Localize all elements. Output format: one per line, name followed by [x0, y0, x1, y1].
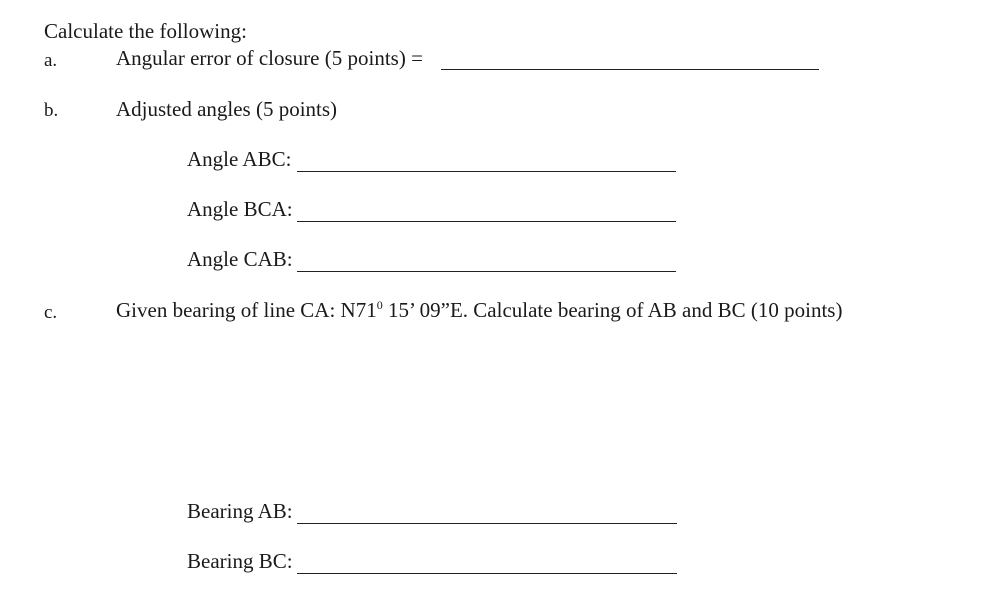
angle-cab-label: Angle CAB: — [187, 247, 293, 271]
angle-abc-label: Angle ABC: — [187, 147, 292, 171]
item-b-letter: b. — [44, 100, 59, 121]
bearing-bc-label: Bearing BC: — [187, 549, 293, 573]
bearing-ab-label: Bearing AB: — [187, 499, 293, 523]
degree-symbol: 0 — [376, 298, 383, 312]
angle-abc-answer-line[interactable] — [297, 171, 676, 172]
angular-error-answer-line[interactable] — [441, 69, 819, 70]
item-a-letter: a. — [44, 50, 58, 71]
angle-bca-answer-line[interactable] — [297, 221, 676, 222]
item-c-text-end: 15’ 09”E. Calculate bearing of AB and BC (10 points) — [382, 298, 843, 322]
angle-cab-answer-line[interactable] — [297, 271, 676, 272]
page-heading: Calculate the following: — [44, 19, 247, 43]
angle-bca-label: Angle BCA: — [187, 197, 293, 221]
bearing-ab-answer-line[interactable] — [297, 523, 677, 524]
item-c-question — [116, 298, 842, 323]
item-c-text-start: Given bearing of line CA: N71 — [116, 298, 377, 322]
item-b-question: Adjusted angles (5 points) — [116, 97, 338, 121]
bearing-bc-answer-line[interactable] — [297, 573, 677, 574]
item-a-question: Angular error of closure (5 points) = — [116, 46, 423, 70]
item-c-letter: c. — [44, 302, 58, 323]
